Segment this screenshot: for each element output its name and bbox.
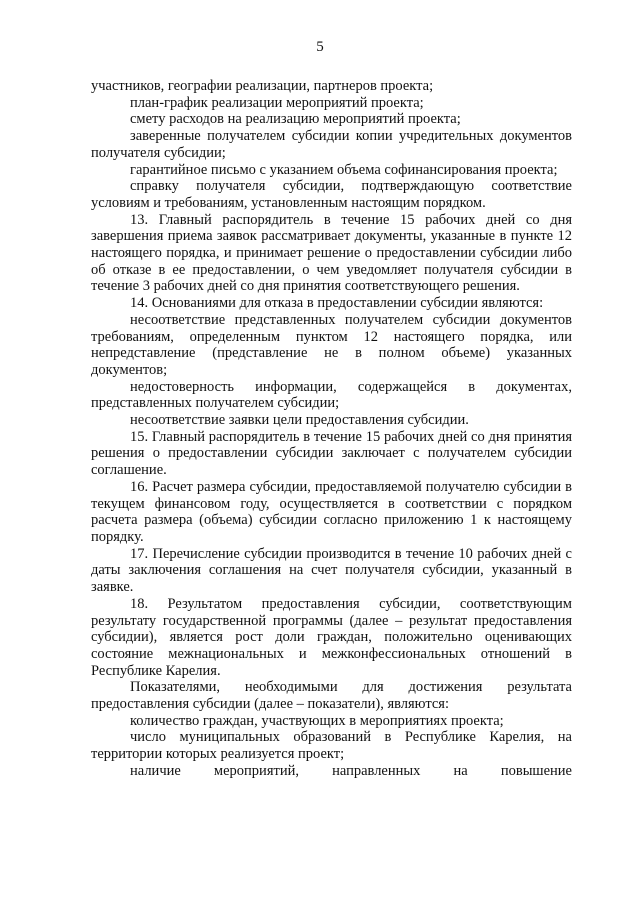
paragraph: несоответствие представленных получателем субсидии документов требованиям, определенным пунктом 12 настоящего порядка, или непредставление (представление не в полном объеме) указанных документов; [91, 311, 572, 378]
paragraph: план-график реализации мероприятий проекта; [130, 94, 424, 111]
paragraph: участников, географии реализации, партнеров проекта; [91, 78, 434, 94]
paragraph: недостоверность информации, содержащейся в документах, представленных получателем субсидии; [91, 378, 572, 412]
paragraph: 15. Главный распорядитель в течение 15 рабочих дней со дня принятия решения о предоставлении субсидии заключает с получателем субсидии соглашение. [91, 428, 572, 479]
paragraph: 17. Перечисление субсидии производится в течение 10 рабочих дней с даты заключения соглашения на счет получателя субсидии, указанный в заявке. [91, 545, 572, 596]
paragraph: 16. Расчет размера субсидии, предоставляемой получателю субсидии в текущем финансовом году, осуществляется в соответствии с порядком расчета размера (объема) субсидии согласно приложению 1 к настоящему порядку. [91, 478, 572, 545]
paragraph: 14. Основаниями для отказа в предоставлении субсидии являются: [130, 295, 544, 312]
paragraph: смету расходов на реализацию мероприятий проекта; [130, 111, 461, 128]
paragraph: несоответствие заявки цели предоставления субсидии. [130, 412, 469, 429]
document-body [91, 78, 572, 780]
paragraph: 13. Главный распорядитель в течение 15 рабочих дней со дня завершения приема заявок рассматривает документы, указанные в пункте 12 настоящего порядка, и принимает решение о предоставлении субсидии либо об отказе в ее предоставлении, о чем уведомляет получателя субсидии в течение 3 рабочих дней со дня принятия соответствующего решения. [91, 211, 572, 295]
paragraph: наличие мероприятий, направленных на повышение [130, 762, 572, 779]
paragraph: 18. Результатом предоставления субсидии, соответствующим результату государственной программы (далее – результат предоставления субсидии), является рост доли граждан, положительно оценивающих состояние межнациональных и межконфессиональных отношений в Республике Карелия. [91, 595, 572, 679]
paragraph: гарантийное письмо с указанием объема софинансирования проекта; [130, 161, 558, 178]
paragraph: Показателями, необходимыми для достижения результата предоставления субсидии (далее – показатели), являются: [91, 679, 572, 713]
paragraph: количество граждан, участвующих в мероприятиях проекта; [130, 712, 504, 729]
paragraph: справку получателя субсидии, подтверждающую соответствие условиям и требованиям, установленным настоящим порядком. [91, 178, 572, 211]
paragraph: заверенные получателем субсидии копии учредительных документов получателя субсидии; [91, 128, 572, 161]
page-number: 5 [316, 39, 324, 55]
paragraph: число муниципальных образований в Республике Карелия, на территории которых реализуется проект; [91, 729, 572, 763]
